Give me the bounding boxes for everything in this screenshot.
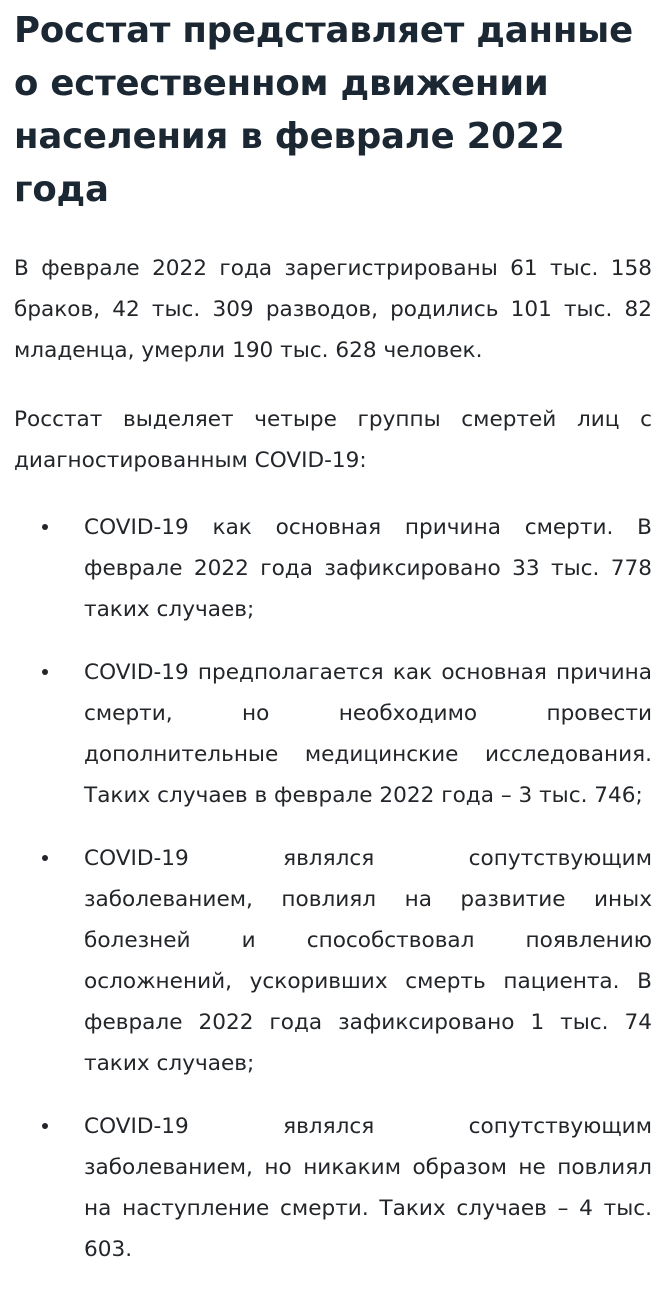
list-item-text: COVID-19 как основная причина смерти. В феврале 2022 года зафиксировано 33 тыс. 778 таких случаев; <box>84 515 652 622</box>
list-item <box>14 507 652 630</box>
list-item-text: COVID-19 являлся сопутствующим заболеванием, но никаким образом не повлиял на наступление смерти. Таких случаев – 4 тыс. 603. <box>84 1114 652 1262</box>
covid-death-groups-list <box>14 507 652 1270</box>
bullet-dot-icon <box>42 1123 48 1129</box>
bullet-dot-icon <box>42 524 48 530</box>
bullet-dot-icon <box>42 855 48 861</box>
article-lead-paragraph: В феврале 2022 года зарегистрированы 61 тыс. 158 браков, 42 тыс. 309 разводов, родились 101 тыс. 82 младенца, умерли 190 тыс. 628 человек. <box>14 256 652 363</box>
article <box>14 0 652 1292</box>
list-item-text: COVID-19 являлся сопутствующим заболеванием, повлиял на развитие иных болезней и способствовал появлению осложнений, ускоривших смерть пациента. В феврале 2022 года зафиксировано 1 тыс. 74 таких случаев; <box>84 846 652 1076</box>
list-item <box>14 1106 652 1270</box>
list-item <box>14 838 652 1084</box>
covid-groups-intro: Росстат выделяет четыре группы смертей лиц с диагностированным COVID-19: <box>14 407 652 473</box>
list-item <box>14 652 652 816</box>
bullet-dot-icon <box>42 669 48 675</box>
list-item-text: COVID-19 предполагается как основная причина смерти, но необходимо провести дополнительные медицинские исследования. Таких случаев в феврале 2022 года – 3 тыс. 746; <box>84 660 652 808</box>
article-title: Росстат представляет данные о естественном движении населения в феврале 2022 года <box>14 10 633 210</box>
